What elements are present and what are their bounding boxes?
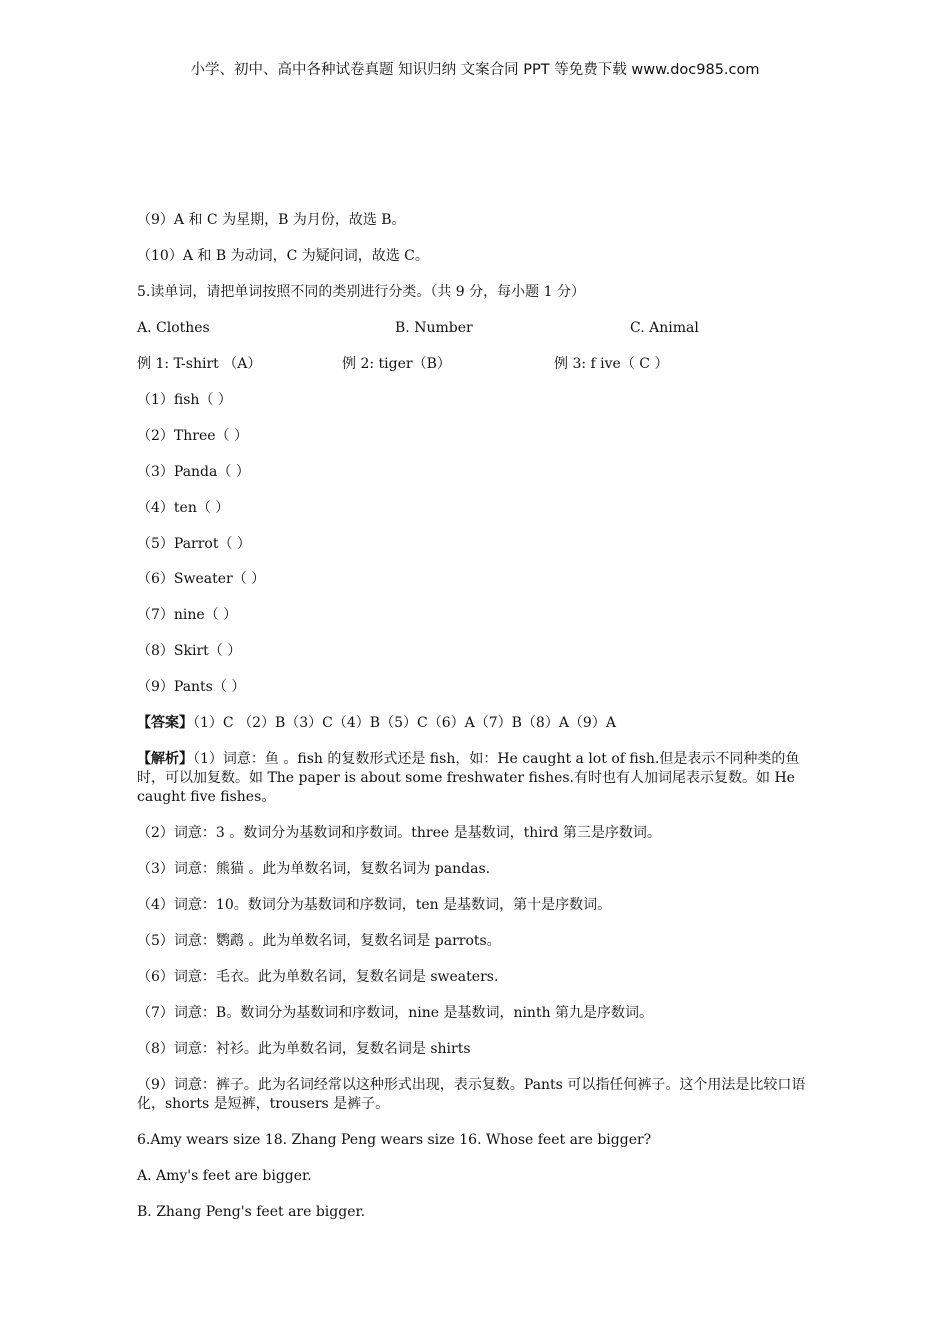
q5-item-3: （3）Panda（ ） [137, 464, 250, 480]
analysis-1 [137, 750, 817, 807]
analysis-3: （3）词意：熊猫 。此为单数名词，复数名词为 pandas. [137, 861, 491, 877]
q4-explanation-10: （10）A 和 B 为动词，C 为疑问词，故选 C。 [137, 248, 429, 264]
q6-option-a: A. Amy's feet are bigger. [137, 1168, 312, 1184]
analysis-1-text: （1）词意：鱼 。fish 的复数形式还是 fish，如：He caught a lot of fish.但是表示不同种类的鱼时，可以加复数。如 The paper is about some freshwater fishes.有时也有人加词尾表示复数。如 He caught five fishes。 [137, 751, 800, 805]
q5-item-2: （2）Three（ ） [137, 428, 248, 444]
category-b: B. Number [395, 320, 473, 336]
answer-label: 【答案】 [137, 715, 193, 731]
analysis-2: （2）词意：3 。数词分为基数词和序数词。three 是基数词，third 第三是序数词。 [137, 825, 661, 841]
example-2: 例 2: tiger（B） [342, 356, 451, 372]
example-3: 例 3: f ive（ C ） [554, 356, 669, 372]
q6-option-b: B. Zhang Peng's feet are bigger. [137, 1204, 366, 1220]
category-c: C. Animal [630, 320, 699, 336]
q5-item-4: （4）ten（ ） [137, 500, 230, 516]
q5-item-5: （5）Parrot（ ） [137, 536, 251, 552]
analysis-5: （5）词意：鹦鹉 。此为单数名词，复数名词是 parrots。 [137, 933, 501, 949]
example-1: 例 1: T-shirt （A） [137, 356, 262, 372]
q5-item-6: （6）Sweater（ ） [137, 571, 266, 587]
analysis-8: （8）词意：衬衫。此为单数名词，复数名词是 shirts [137, 1041, 471, 1057]
answer-line [137, 714, 616, 733]
page-header: 小学、初中、高中各种试卷真题 知识归纳 文案合同 PPT 等免费下载 www.doc985.com [190, 62, 760, 78]
analysis-9: （9）词意：裤子。此为名词经常以这种形式出现，表示复数。Pants 可以指任何裤子。这个用法是比较口语化，shorts 是短裤，trousers 是裤子。 [137, 1077, 806, 1112]
q5-item-7: （7）nine（ ） [137, 607, 238, 623]
q4-explanation-9: （9）A 和 C 为星期，B 为月份，故选 B。 [137, 212, 406, 228]
q5-item-8: （8）Skirt（ ） [137, 643, 242, 659]
category-a: A. Clothes [137, 320, 210, 336]
q5-item-9: （9）Pants（ ） [137, 679, 246, 695]
q6-question: 6.Amy wears size 18. Zhang Peng wears size 16. Whose feet are bigger? [137, 1132, 652, 1148]
q5-item-1: （1）fish（ ） [137, 392, 232, 408]
analysis-7: （7）词意：B。数词分为基数词和序数词，nine 是基数词，ninth 第九是序数词。 [137, 1005, 654, 1021]
analysis-6: （6）词意：毛衣。此为单数名词，复数名词是 sweaters. [137, 969, 499, 985]
analysis-4: （4）词意：10。数词分为基数词和序数词，ten 是基数词，第十是序数词。 [137, 897, 612, 913]
answer-text: （1）C （2）B（3）C（4）B（5）C（6）A（7）B（8）A（9）A [193, 715, 616, 731]
analysis-label: 【解析】 [137, 751, 193, 767]
q5-title: 5.读单词，请把单词按照不同的类别进行分类。（共 9 分，每小题 1 分） [137, 284, 585, 300]
